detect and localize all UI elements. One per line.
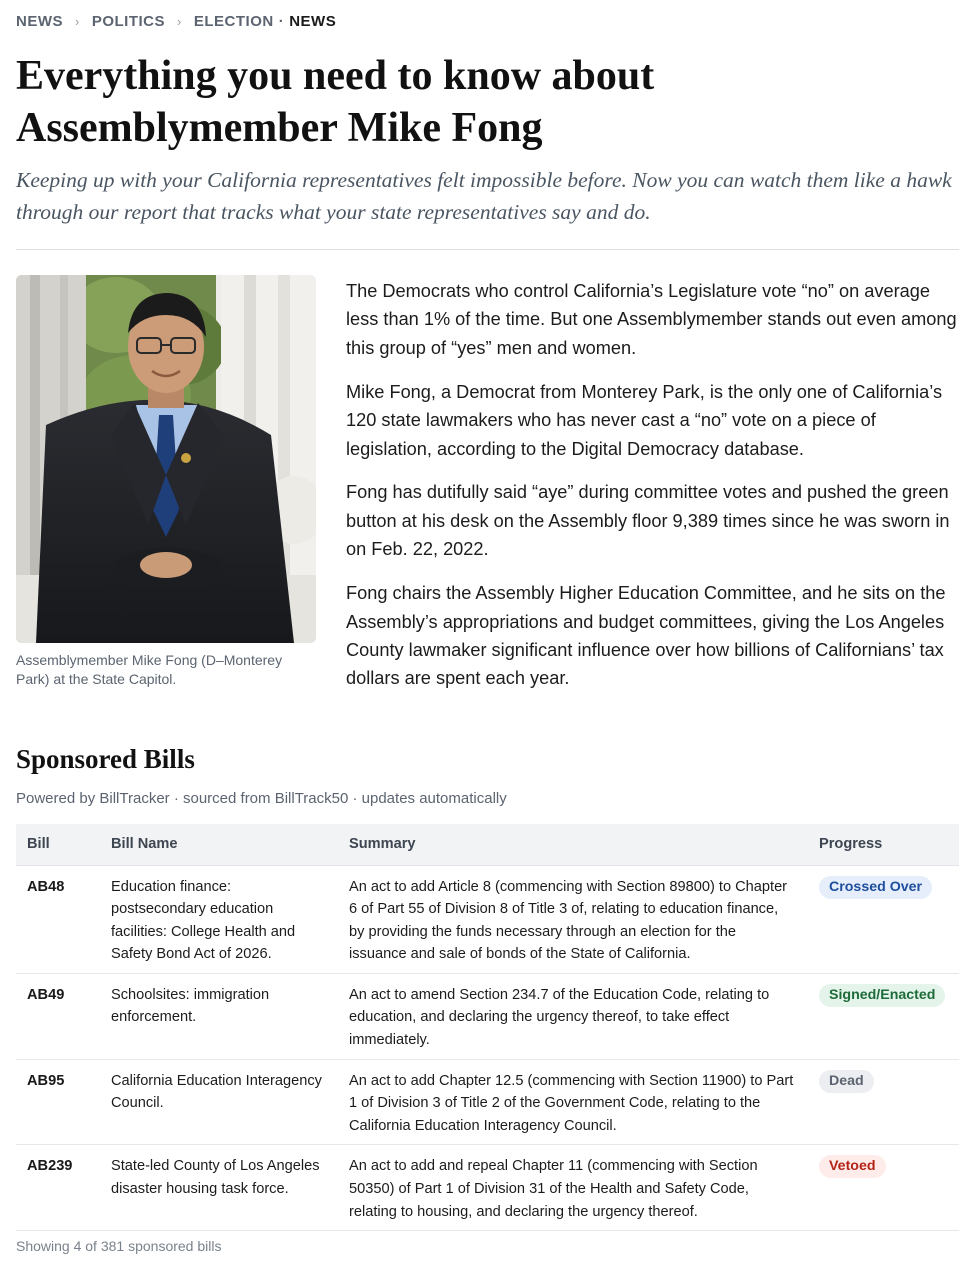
divider xyxy=(16,249,959,250)
breadcrumb-current: NEWS xyxy=(289,13,337,30)
breadcrumb-news[interactable]: NEWS xyxy=(16,13,63,30)
bill-summary: An act to add Article 8 (commencing with Section 89800) to Chapter 6 of Part 55 of Division 8 of Title 3 of, relating to education finance, by providing the funds necessary through an election for the issuance and sale of bonds of the State of California. xyxy=(338,865,808,973)
article-paragraph: Fong chairs the Assembly Higher Education Committee, and he sits on the Assembly’s appropriations and budget committees, giving the Los Angeles County lawmaker significant influence over how billions of Californians’ tax dollars are spent each year. xyxy=(346,583,946,689)
article-paragraph: The Democrats who control California’s Legislature vote “no” on average less than 1% of the time. But one Assemblymember stands out even among this group of “yes” men and women. xyxy=(346,281,957,358)
progress-badge: Crossed Over xyxy=(819,876,932,899)
table-row[interactable] xyxy=(16,1059,959,1145)
powered-by-note: Powered by BillTracker · sourced from BillTrack50 · updates automatically xyxy=(16,790,507,807)
chevron-right-icon: › xyxy=(75,14,80,29)
column-header-progress: Progress xyxy=(808,824,959,865)
breadcrumb-election[interactable]: ELECTION xyxy=(193,13,274,30)
bill-id: AB48 xyxy=(16,865,100,973)
progress-badge: Vetoed xyxy=(819,1155,886,1178)
photo-caption: Assemblymember Mike Fong (D–Monterey Park) at the State Capitol. xyxy=(16,652,283,687)
bill-summary: An act to add and repeal Chapter 11 (commencing with Section 50350) of Part 1 of Division 31 of the Health and Safety Code, relating to housing, and declaring the urgency thereof. xyxy=(338,1145,808,1231)
column-header-bill-name: Bill Name xyxy=(100,824,338,865)
bill-id: AB95 xyxy=(16,1059,100,1145)
table-row[interactable] xyxy=(16,973,959,1059)
progress-badge: Dead xyxy=(819,1070,874,1093)
bill-name: State-led County of Los Angeles disaster housing task force. xyxy=(100,1145,338,1231)
section-title: Sponsored Bills xyxy=(16,744,195,774)
chevron-right-icon: › xyxy=(177,14,182,29)
dot-separator-icon: · xyxy=(278,13,285,30)
breadcrumb xyxy=(16,13,336,30)
bill-id: AB239 xyxy=(16,1145,100,1231)
breadcrumb-politics[interactable]: POLITICS xyxy=(91,13,166,30)
table-row[interactable] xyxy=(16,1145,959,1231)
article-body xyxy=(346,277,958,708)
bill-name: California Education Interagency Council. xyxy=(100,1059,338,1145)
bill-name: Schoolsites: immigration enforcement. xyxy=(100,973,338,1059)
table-header-row xyxy=(16,824,959,865)
bill-summary: An act to amend Section 234.7 of the Education Code, relating to education, and declaring the urgency thereof, to take effect immediately. xyxy=(338,973,808,1059)
page-title: Everything you need to know about Assemblymember Mike Fong xyxy=(16,53,655,151)
bill-id: AB49 xyxy=(16,973,100,1059)
progress-badge: Signed/Enacted xyxy=(819,984,945,1007)
column-header-summary: Summary xyxy=(338,824,808,865)
article-paragraph: Mike Fong, a Democrat from Monterey Park, is the only one of California’s 120 state lawmakers who has never cast a “no” vote on a piece of legislation, according to the Digital Democracy database. xyxy=(346,381,943,459)
results-count: Showing 4 of 381 sponsored bills xyxy=(16,1238,222,1254)
portrait-photo xyxy=(16,275,316,643)
bill-name: Education finance: postsecondary education facilities: College Health and Safety Bond Act of 2026. xyxy=(100,865,338,973)
article-dek: Keeping up with your California representatives felt impossible before. Now you can watch them like a hawk through our report that tracks what your state representatives say and do. xyxy=(16,168,952,224)
table-row[interactable] xyxy=(16,865,959,973)
bill-summary: An act to add Chapter 12.5 (commencing with Section 11900) to Part 1 of Division 3 of Title 2 of the Government Code, relating to the California Education Interagency Council. xyxy=(338,1059,808,1145)
column-header-bill: Bill xyxy=(16,824,100,865)
article-paragraph: Fong has dutifully said “aye” during committee votes and pushed the green button at his desk on the Assembly floor 9,389 times since he was sworn in on Feb. 22, 2022. xyxy=(346,482,950,560)
sponsored-bills-table xyxy=(16,824,959,1231)
